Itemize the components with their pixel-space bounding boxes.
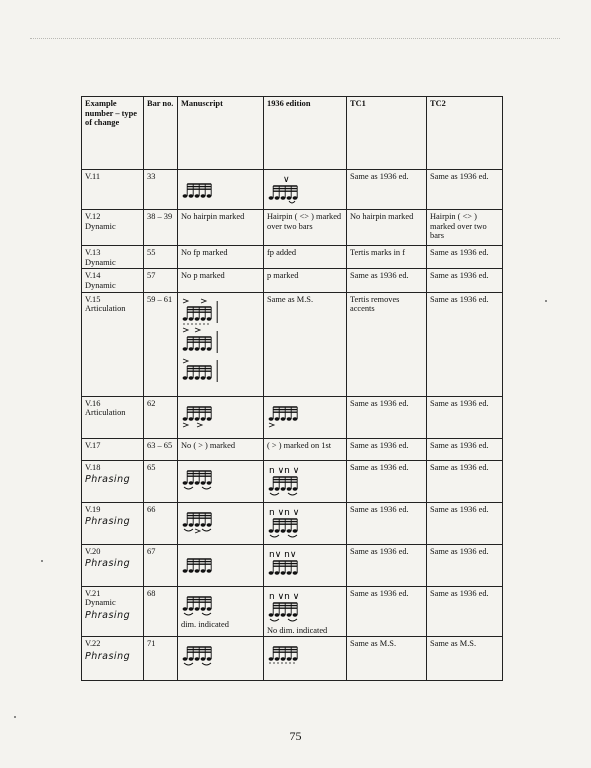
bar-number: 71 [147,639,156,649]
edition-note: No dim. indicated [267,625,328,635]
page-number: 75 [289,729,302,743]
bar-number: 55 [147,248,156,257]
svg-text:n ∨n ∨: n ∨n ∨ [269,507,300,518]
header-bar: Bar no. [144,97,178,170]
bar-cell [144,292,178,396]
manuscript-cell [178,502,264,544]
bar-number: 38 – 39 [147,212,173,221]
change-type: Articulation [85,304,126,314]
handwritten-note: Phrasing [85,558,131,570]
music-notation [181,507,260,535]
tc1-text: Same as M.S. [350,639,397,649]
bar-number: 65 [147,462,156,472]
manuscript-text: No p marked [181,271,225,281]
manuscript-cell [178,460,264,502]
example-cell [82,438,144,460]
tc2-text: Same as 1936 ed. [430,172,489,181]
edition-text: Same as M.S. [267,294,314,304]
edition-text: Hairpin ( <> ) marked over two bars [267,212,342,231]
table-row [82,170,503,210]
music-notation [267,507,343,541]
tc2-text: Same as 1936 ed. [430,294,489,304]
music-notation [181,297,260,385]
tc2-text: Same as 1936 ed. [430,440,489,450]
manuscript-text: No ( > ) marked [181,440,236,450]
example-cell [82,246,144,269]
example-cell [82,210,144,246]
tc2-text: Same as 1936 ed. [430,398,489,408]
edition-cell [264,210,347,246]
bar-cell [144,170,178,210]
change-type: Dynamic [85,280,116,290]
table-row [82,246,503,269]
tc2-cell [427,460,503,502]
table-row [82,502,503,544]
bar-number: 66 [147,504,156,514]
tc2-text: Same as 1936 ed. [430,504,489,514]
music-notation [267,591,343,625]
table-row [82,292,503,396]
bar-cell [144,637,178,681]
bar-cell [144,246,178,269]
bar-number: 57 [147,271,156,281]
tc2-text: Same as 1936 ed. [430,271,489,281]
tc2-text: Same as 1936 ed. [430,588,489,598]
edition-cell [264,246,347,269]
manuscript-cell [178,396,264,438]
tc1-text: Same as 1936 ed. [350,504,409,514]
bar-cell [144,396,178,438]
tc1-text: Same as 1936 ed. [350,546,409,556]
table-row [82,637,503,681]
table-row [82,396,503,438]
manuscript-note: dim. indicated [181,619,229,629]
example-cell [82,586,144,637]
edition-cell [264,502,347,544]
edition-cell [264,170,347,210]
change-type: Dynamic [85,598,116,608]
tc2-cell [427,637,503,681]
table-row [82,210,503,246]
tc2-text: Same as 1936 ed. [430,248,489,257]
tc2-text: Same as 1936 ed. [430,462,489,472]
bar-cell [144,438,178,460]
music-notation [181,549,260,577]
bar-number: 67 [147,546,156,556]
header-tc2: TC2 [427,97,503,170]
tc2-cell [427,292,503,396]
manuscript-cell [178,170,264,210]
example-number: V.19 [85,504,101,514]
tc2-cell [427,269,503,292]
bar-cell [144,460,178,502]
bar-number: 33 [147,172,156,181]
bar-cell [144,210,178,246]
tc2-cell [427,544,503,586]
edition-cell [264,438,347,460]
music-notation [267,549,343,581]
music-notation [181,591,260,619]
example-number: V.16 [85,398,101,408]
header-example: Example number – type of change [82,97,144,170]
tc1-cell [347,544,427,586]
edition-text: fp added [267,248,297,257]
tc1-text: No hairpin marked [350,212,414,221]
manuscript-text: No fp marked [181,248,228,257]
music-notation [267,641,343,667]
tc1-cell [347,438,427,460]
handwritten-note: Phrasing [85,609,131,621]
tc1-cell [347,637,427,681]
scan-speck [14,716,16,718]
tc2-text: Hairpin ( <> ) marked over two bars [430,212,487,241]
example-number: V.13 [85,248,101,257]
tc2-cell [427,210,503,246]
example-cell [82,269,144,292]
example-number: V.11 [85,172,101,181]
tc1-text: Tertis marks in f [350,248,406,257]
bar-number: 68 [147,588,156,598]
manuscript-cell [178,292,264,396]
example-number: V.22 [85,639,101,649]
example-number: V.20 [85,546,101,556]
svg-text:∨: ∨ [283,175,290,185]
manuscript-cell [178,637,264,681]
manuscript-cell [178,586,264,637]
tc2-cell [427,586,503,637]
header-row [82,97,503,170]
tc1-text: Same as 1936 ed. [350,462,409,472]
tc1-text: Same as 1936 ed. [350,440,409,450]
edition-cell [264,269,347,292]
bar-cell [144,586,178,637]
example-cell [82,170,144,210]
header-1936-edition: 1936 edition [264,97,347,170]
tc1-text: Same as 1936 ed. [350,398,409,408]
change-type: Dynamic [85,257,116,267]
music-notation [181,641,260,669]
example-cell [82,396,144,438]
tc2-text: Same as 1936 ed. [430,546,489,556]
tc2-cell [427,502,503,544]
scan-speck [41,560,43,562]
svg-text:n∨ n∨: n∨ n∨ [269,549,297,560]
tc1-text: Same as 1936 ed. [350,172,409,181]
music-notation [267,465,343,499]
svg-text:n ∨n ∨: n ∨n ∨ [269,591,300,602]
bar-number: 63 – 65 [147,440,173,450]
manuscript-text: No hairpin marked [181,212,245,221]
example-cell [82,460,144,502]
example-number: V.17 [85,440,101,450]
edition-cell [264,460,347,502]
svg-text:n ∨n ∨: n ∨n ∨ [269,465,300,476]
bar-cell [144,502,178,544]
tc2-cell [427,396,503,438]
handwritten-note: Phrasing [85,650,131,662]
example-cell [82,502,144,544]
edition-cell [264,544,347,586]
tc1-cell [347,460,427,502]
bar-number: 62 [147,398,156,408]
manuscript-cell [178,544,264,586]
example-number: V.21 [85,588,101,598]
edition-cell [264,292,347,396]
tc2-text: Same as M.S. [430,639,477,649]
header-manuscript: Manuscript [178,97,264,170]
edition-cell [264,396,347,438]
scan-speck [545,300,547,302]
header-tc1: TC1 [347,97,427,170]
example-cell [82,544,144,586]
table-row [82,586,503,637]
handwritten-note: Phrasing [85,516,131,528]
manuscript-cell [178,246,264,269]
example-cell [82,637,144,681]
example-number: V.15 [85,294,101,304]
edition-cell [264,637,347,681]
example-number: V.18 [85,462,101,472]
change-type: Dynamic [85,221,116,231]
tc2-cell [427,170,503,210]
manuscript-cell [178,269,264,292]
bar-cell [144,269,178,292]
comparison-table [81,96,503,681]
example-cell [82,292,144,396]
change-type: Articulation [85,408,126,418]
edition-text: ( > ) marked on 1st [267,440,332,450]
table-row [82,269,503,292]
tc1-cell [347,170,427,210]
tc1-cell [347,246,427,269]
table-row [82,460,503,502]
tc1-text: Tertis removes accents [350,294,400,314]
music-notation [181,401,260,431]
tc2-cell [427,438,503,460]
tc1-cell [347,210,427,246]
tc1-cell [347,269,427,292]
example-number: V.14 [85,271,101,281]
tc1-text: Same as 1936 ed. [350,588,409,598]
manuscript-cell [178,438,264,460]
manuscript-cell [178,210,264,246]
example-number: V.12 [85,212,101,221]
music-notation [181,174,260,202]
tc2-cell [427,246,503,269]
bar-cell [144,544,178,586]
music-notation [267,174,343,206]
table-row [82,438,503,460]
table-row [82,544,503,586]
edition-text: p marked [267,271,299,281]
handwritten-note: Phrasing [85,474,131,486]
tc1-cell [347,292,427,396]
tc1-text: Same as 1936 ed. [350,271,409,281]
tc1-cell [347,502,427,544]
top-scan-edge [30,38,560,39]
edition-cell [264,586,347,637]
tc1-cell [347,396,427,438]
bar-number: 59 – 61 [147,294,173,304]
tc1-cell [347,586,427,637]
music-notation [267,401,343,431]
music-notation [181,465,260,493]
